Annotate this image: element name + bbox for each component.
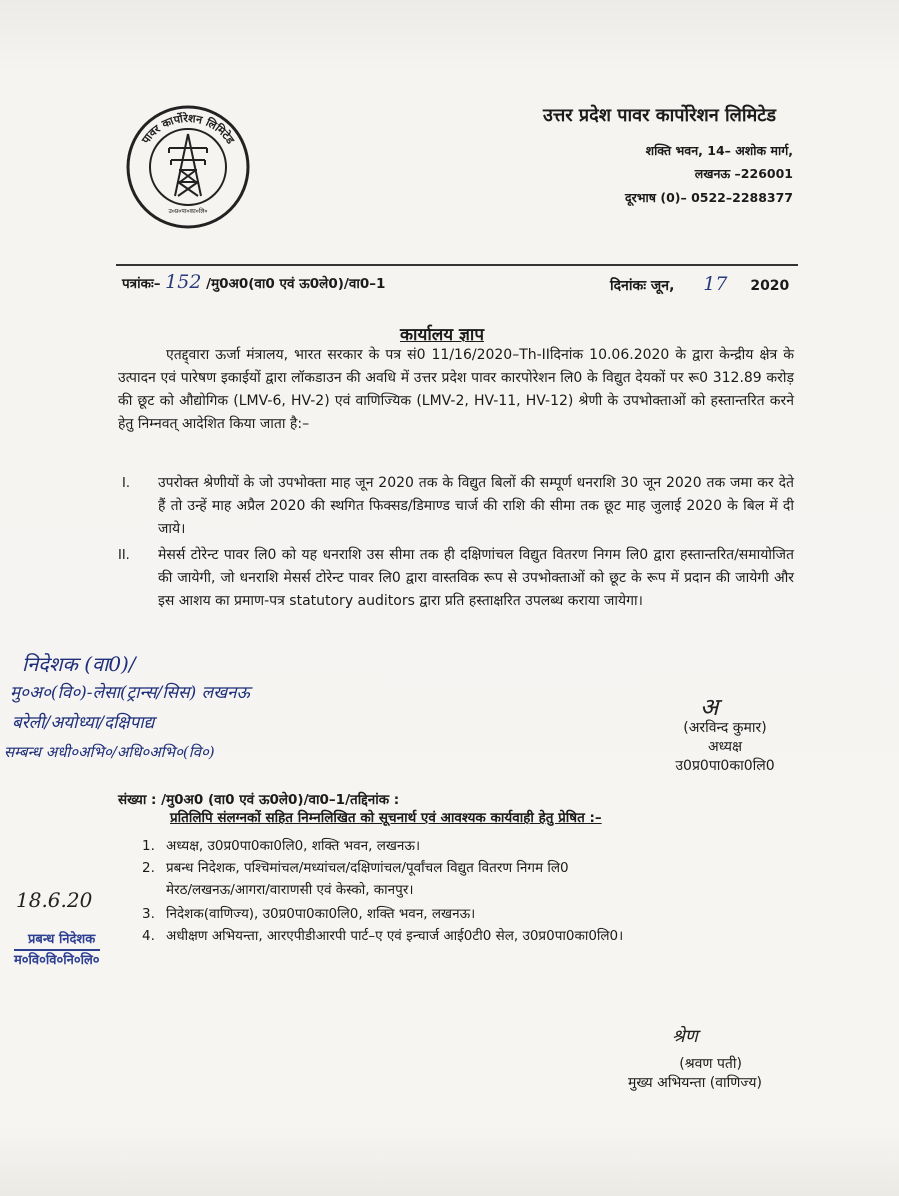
signatory-1-designation: अध्यक्ष [707, 739, 743, 755]
company-logo [125, 104, 251, 230]
distribution-item-2-continued: मेरठ/लखनऊ/आगरा/वाराणसी एवं केस्को, कानपुर। [166, 882, 414, 898]
header-rule [116, 264, 798, 266]
handwritten-note-1: निदेशक (वा0)/ [22, 652, 136, 676]
item-2-number: II. [118, 548, 130, 563]
signatory-1-block [660, 718, 790, 775]
signature-1: अ [700, 693, 719, 721]
distribution-item-3-text: निदेशक(वाणिज्य), उ0प्र0पा0का0लि0, शक्ति भवन, लखनऊ। [166, 906, 476, 922]
margin-date-handwritten: 18.6.20 [16, 888, 93, 912]
distribution-item-3-number: 3. [142, 906, 155, 922]
logo-text: पावर कार्पोरेशन लिमिटेड [139, 111, 237, 147]
date-day-handwritten: 17 [703, 273, 728, 295]
distribution-item-2-text: प्रबन्ध निदेशक, पश्चिमांचल/मध्यांचल/दक्षिणांचल/पूर्वांचल विद्युत वितरण निगम लि0 [166, 860, 569, 876]
distribution-item-1-number: 1. [142, 838, 155, 854]
distribution-subheader: प्रतिलिपि संलग्नकों सहित निम्नलिखित को सूचनार्थ एवं आवश्यक कार्यवाही हेतु प्रेषित :– [170, 810, 602, 826]
reference-suffix: /मु0अ0(वा0 एवं ऊ0ले0)/वा0–1 [206, 276, 386, 292]
distribution-item-4-text: अधीक्षण अभियन्ता, आरएपीडीआरपी पार्ट–ए एवं इन्चार्ज आई0टी0 सेल, उ0प्र0पा0का0लि0। [166, 928, 624, 944]
signatory-2-name: (श्रवण पती) [679, 1056, 742, 1072]
stamp-line-1: प्रबन्ध निदेशक [14, 930, 100, 951]
phone-number: दूरभाष (0)– 0522–2288377 [625, 190, 793, 205]
date-label: दिनांकः जून, [610, 278, 675, 294]
address-line-2: लखनऊ –226001 [694, 166, 793, 181]
item-2-text: मेसर्स टोरेन्ट पावर लि0 को यह धनराशि उस सीमा तक ही दक्षिणांचल विद्युत वितरण निगम लि0 द्वारा हस्तान्तरित/समायोजित की जायेगी, जो धनराशि मेसर्स टोरेन्ट पावर लि0 द्वारा वास्तविक रूप से उपभोक्ताओं को छूट के रूप में प्रदान की जायेगी और इस आशय का प्रमाण-पत्र statutory auditors द्वारा प्रति हस्ताक्षरित उपलब्ध कराया जायेगा। [158, 547, 794, 609]
signature-2: श्रेण [672, 1026, 698, 1047]
distribution-item-4-number: 4. [142, 928, 155, 944]
memo-title: कार्यालय ज्ञाप [400, 325, 484, 345]
received-stamp [14, 930, 100, 970]
stamp-line-2: म०वि०वि०नि०लि० [14, 953, 100, 968]
logo-motto: उ०प्र०पा०का०लि० [168, 208, 208, 215]
tower-icon [169, 134, 207, 196]
date-year: 2020 [750, 278, 790, 294]
distribution-header: संख्या : /मु0अ0 (वा0 एवं ऊ0ले0)/वा0–1/तद्दिनांक : [118, 792, 400, 808]
item-1-number: I. [122, 476, 130, 491]
signatory-2-block [612, 1054, 762, 1092]
distribution-item-1-text: अध्यक्ष, उ0प्र0पा0का0लि0, शक्ति भवन, लखनऊ। [166, 838, 421, 854]
reference-number [122, 271, 385, 293]
handwritten-note-2: मु०अ०(वि०)-लेसा(ट्रान्स/सिस) लखनऊ [10, 683, 250, 703]
distribution-item-2-number: 2. [142, 860, 155, 876]
signatory-1-org: उ0प्र0पा0का0लि0 [675, 758, 775, 774]
reference-number-handwritten: 152 [165, 271, 202, 293]
handwritten-note-3: बरेली/अयोध्या/दक्षिपाद्य [12, 713, 155, 733]
intro-paragraph: एतद्द्वारा ऊर्जा मंत्रालय, भारत सरकार के पत्र सं0 11/16/2020–Th-IIदिनांक 10.06.2020 के द्वारा केन्द्रीय क्षेत्र के उत्पादन एवं पारेषण इकाईयों द्वारा लॉकडाउन की अवधि में उत्तर प्रदेश पावर कारपोरेशन लि0 के विद्युत देयकों पर रू0 312.89 करोड़ की छूट को औद्योगिक (LMV-6, HV-2) एवं वाणिज्यिक (LMV-2, HV-11, HV-12) श्रेणी के उपभोक्ताओं को हस्तान्तरित करने हेतु निम्नवत् आदेशित किया जाता है:– [118, 347, 794, 432]
signatory-2-designation: मुख्य अभियन्ता (वाणिज्य) [628, 1075, 762, 1091]
signatory-1-name: (अरविन्द कुमार) [683, 720, 767, 736]
address-line-1: शक्ति भवन, 14– अशोक मार्ग, [645, 143, 793, 158]
handwritten-note-4: सम्बन्ध अधी०अभि०/अधि०अभि०(वि०) [4, 743, 215, 761]
reference-label: पत्रांकः– [122, 276, 161, 292]
issue-date [610, 273, 789, 295]
organization-name: उत्तर प्रदेश पावर कार्पोरेशन लिमिटेड [543, 105, 776, 126]
item-1-text: उपरोक्त श्रेणीयों के जो उपभोक्ता माह जून 2020 तक के विद्युत बिलों की सम्पूर्ण धनराशि 30 जून 2020 तक जमा कर देते हैं तो उन्हें माह अप्रैल 2020 की स्थगित फिक्सड/डिमाण्ड चार्ज की राशि की सीमा तक छूट माह जुलाई 2020 के बिल में दी जाये। [158, 475, 794, 537]
